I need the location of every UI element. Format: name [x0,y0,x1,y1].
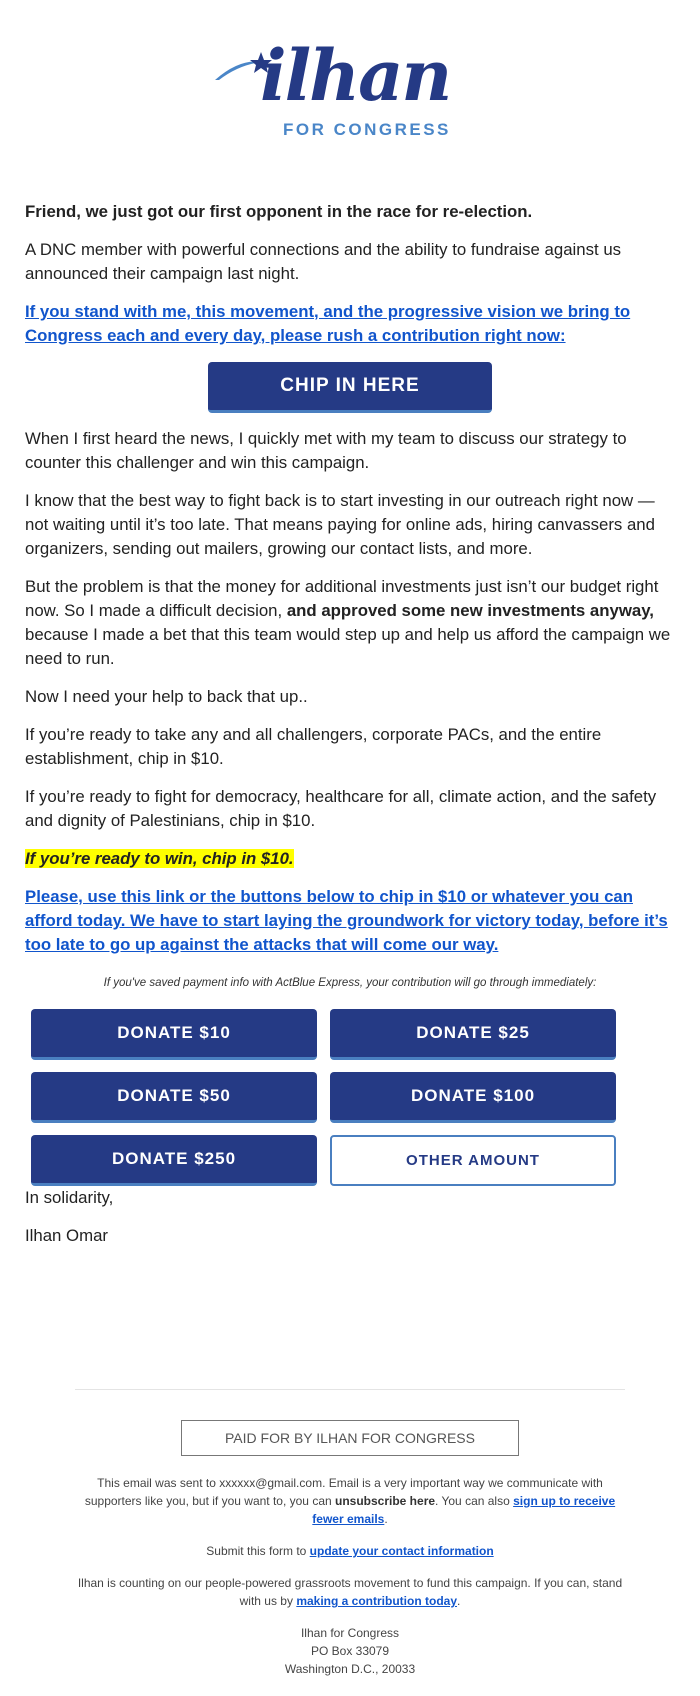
paid-for-disclaimer: PAID FOR BY ILHAN FOR CONGRESS [181,1420,519,1456]
org-name: Ilhan for Congress [300,1626,400,1640]
paragraph: I know that the best way to fight back is to start investing in our outreach right now — not waiting until it’s too late. That means paying for online ads, hiring canvassers and organizers, sending out mailers, growing our contact lists, and more. [25,491,655,558]
actblue-note: If you've saved payment info with ActBlue Express, your contribution will go through immediately: [103,977,597,989]
paragraph [25,575,675,671]
highlighted-text: If you’re ready to win, chip in $10. [25,849,294,868]
text: Submit this form to [206,1544,310,1558]
signature: Ilhan Omar [25,1226,109,1245]
greeting: Friend, we just got our first opponent in the race for re-election. [25,202,533,221]
footer [0,1389,700,1692]
chip-in-button[interactable]: CHIP IN HERE [208,362,492,413]
city: Washington D.C., 20033 [284,1662,416,1676]
logo-subtitle: FOR CONGRESS [283,120,451,139]
closing: In solidarity, [25,1188,114,1207]
fewer-emails-link[interactable]: sign up to receive fewer emails [312,1494,616,1526]
footer-update [0,1542,700,1560]
donate-10-button[interactable]: DONATE $10 [31,1009,317,1060]
chip-in-link[interactable]: Please, use this link or the buttons below to chip in $10 or whatever you can afford today. We have to start laying the groundwork for victory today, before it’s too late to go up against the attacks that will come our way. [25,887,668,954]
paragraph: If you’re ready to fight for democracy, healthcare for all, climate action, and the safety and dignity of Palestinians, chip in $10. [25,787,657,830]
donate-250-button[interactable]: DONATE $250 [31,1135,317,1186]
logo-wordmark: ilhan [260,34,451,117]
donate-25-button[interactable]: DONATE $25 [330,1009,616,1060]
text: . You can also [435,1494,514,1508]
paragraph: Now I need your help to back that up.. [25,687,308,706]
update-contact-link[interactable]: update your contact information [309,1544,494,1558]
text: But the problem is that the money for additional investments just isn’t our budget right now. So I made a difficult decision, [25,577,659,620]
unsubscribe-link[interactable]: unsubscribe here [335,1494,436,1508]
contribution-link[interactable]: If you stand with me, this movement, and the progressive vision we bring to Congress each and every day, please rush a contribution right now: [25,302,631,345]
donate-50-button[interactable]: DONATE $50 [31,1072,317,1123]
bold-text: and approved some new investments anyway, [286,601,654,620]
email-body [25,200,675,1262]
donate-buttons [31,1009,675,1186]
divider [75,1389,625,1390]
other-amount-button[interactable]: OTHER AMOUNT [330,1135,616,1186]
footer-sent-info: This email was sent to xxxxxx@gmail.com. Email is a very important way we communicate with supporters like you, but if you want to, you can unsubscribe here. You can also sign up to receive fewer emails. [84,1476,616,1526]
footer-counting: Ilhan is counting on our people-powered grassroots movement to fund this campaign. If you can, stand with us by making a contribution today. [77,1576,623,1608]
ilhan-logo [235,34,465,142]
text: Ilhan is counting on our people-powered grassroots movement to fund this campaign. If you can, stand with us by [77,1576,623,1608]
donate-100-button[interactable]: DONATE $100 [330,1072,616,1123]
paragraph: If you’re ready to take any and all challengers, corporate PACs, and the entire establishment, chip in $10. [25,725,602,768]
paragraph: When I first heard the news, I quickly met with my team to discuss our strategy to counter this challenger and win this campaign. [25,429,627,472]
footer-address [0,1624,700,1678]
text: This email was sent to xxxxxx@gmail.com. Email is a very important way we communicate with supporters like you, but if you want to, you can [84,1476,603,1508]
po-box: PO Box 33079 [310,1644,390,1658]
paragraph: A DNC member with powerful connections and the ability to fundraise against us announced their campaign last night. [25,240,622,283]
text: because I made a bet that this team would step up and help us afford the campaign we need to run. [25,625,671,668]
contribution-today-link[interactable]: making a contribution today [296,1594,458,1608]
